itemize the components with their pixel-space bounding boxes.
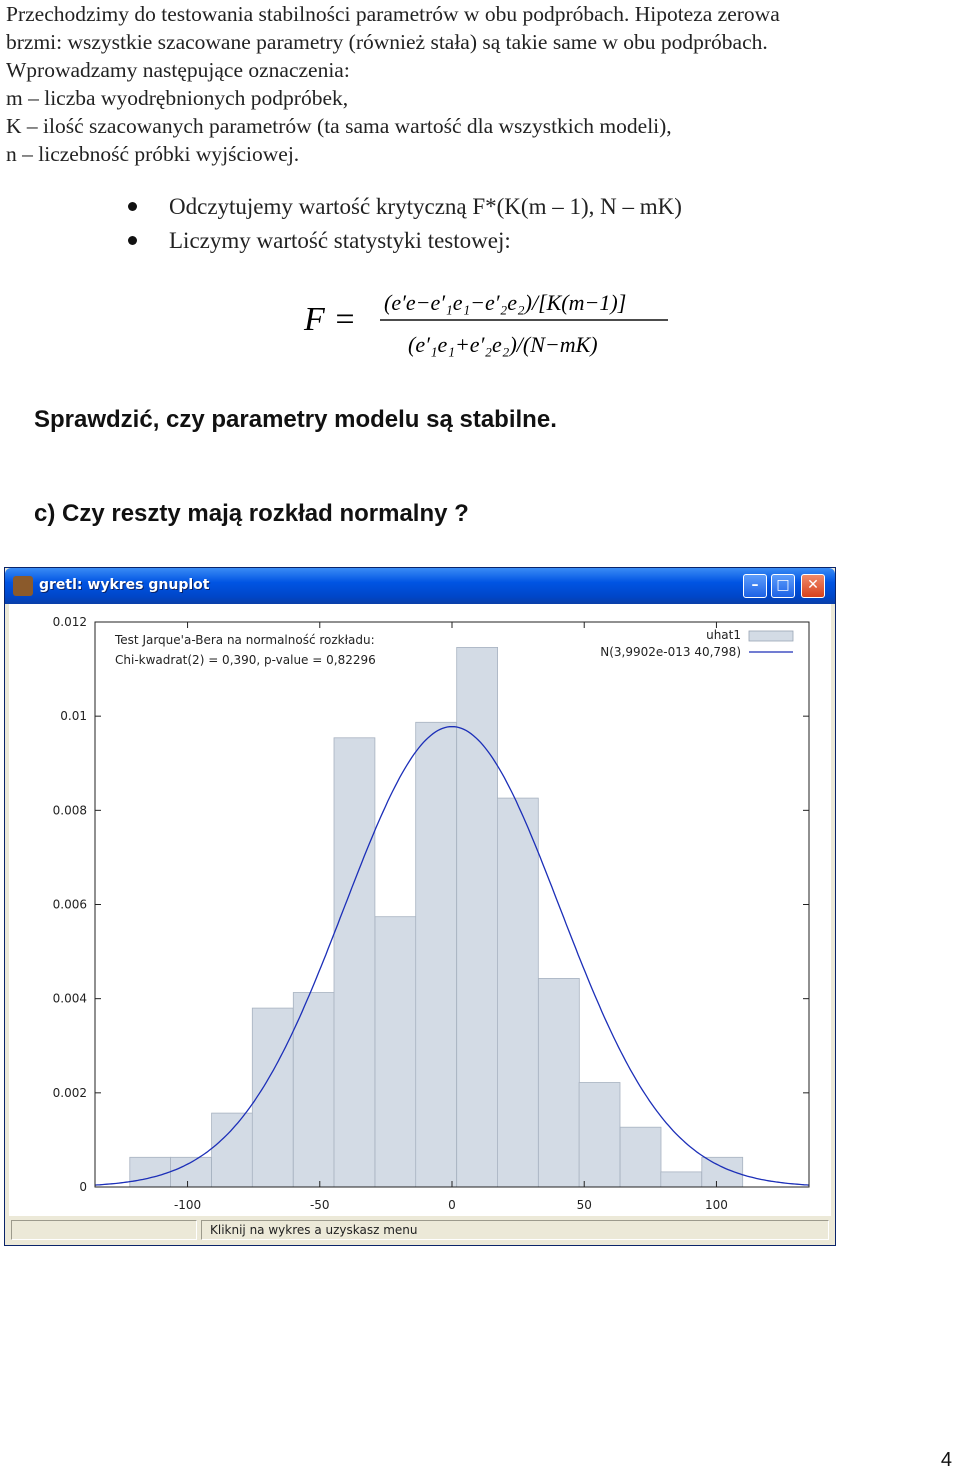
y-tick-label: 0 (79, 1180, 87, 1194)
x-tick-label: -100 (173, 1198, 202, 1212)
y-tick-label: 0.006 (52, 897, 87, 912)
instruction-heading: Sprawdzić, czy parametry modelu są stabilne. (34, 406, 557, 433)
bullet-text: Odczytujemy wartość krytyczną F*(K(m – 1), N – mK) (169, 194, 682, 219)
formula-numerator: (e′e−e′₁e₁−e′₂e₂)/[K(m−1)] (384, 290, 627, 315)
y-tick-label: 0.002 (52, 1085, 87, 1100)
text-line: m – liczba wyodrębnionych podpróbek, (6, 86, 349, 110)
x-tick-label: 100 (704, 1198, 728, 1212)
question-heading: c) Czy reszty mają rozkład normalny ? (34, 500, 469, 527)
close-icon: ✕ (807, 577, 819, 593)
histogram-bar-0 (130, 1157, 171, 1187)
window-titlebar[interactable] (5, 568, 835, 604)
annotation-test-name: Test Jarque'a-Bera na normalność rozkładu: (115, 633, 375, 647)
page-number: 4 (940, 1449, 952, 1471)
histogram-bar-5 (334, 738, 375, 1187)
histogram-chart[interactable] (9, 604, 831, 1216)
formula-denominator: (e′₁e₁+e′₂e₂)/(N−mK) (408, 332, 598, 357)
histogram-bar-4 (293, 993, 334, 1188)
text-line: Wprowadzamy następujące oznaczenia: (6, 58, 350, 82)
histogram-bar-3 (252, 1008, 293, 1187)
legend-label-histogram: uhat1 (706, 628, 741, 642)
histogram-bar-6 (375, 917, 416, 1187)
maximize-icon: □ (776, 577, 790, 593)
histogram-bar-11 (579, 1083, 620, 1188)
text-line: n – liczebność próbki wyjściowej. (6, 142, 300, 166)
histogram-bar-9 (497, 798, 538, 1187)
bullet-text: Liczymy wartość statystyki testowej: (169, 228, 511, 253)
minimize-icon: – (751, 577, 759, 593)
x-tick-label: -50 (309, 1198, 330, 1212)
bar-group (130, 647, 743, 1187)
maximize-button[interactable] (771, 574, 795, 598)
histogram-bar-12 (620, 1127, 661, 1187)
status-bar (9, 1218, 831, 1242)
y-tick-label: 0.004 (52, 991, 87, 1006)
legend-label-normal: N(3,9902e-013 40,798) (600, 645, 741, 659)
annotation-test-stat: Chi-kwadrat(2) = 0,390, p-value = 0,82296 (115, 653, 376, 667)
text-line: Przechodzimy do testowania stabilności parametrów w obu podpróbach. Hipoteza zerowa (6, 2, 780, 26)
bullet-icon (128, 236, 137, 245)
histogram-bar-2 (212, 1113, 253, 1187)
plot-area[interactable] (9, 604, 831, 1216)
formula (300, 282, 680, 366)
legend-swatch-histogram (749, 631, 793, 641)
gnuplot-window (4, 567, 836, 1246)
x-tick-label: 0 (448, 1198, 456, 1212)
status-left-panel (11, 1220, 197, 1240)
close-button[interactable] (801, 574, 825, 598)
text-line: K – ilość szacowanych parametrów (ta sama wartość dla wszystkich modeli), (6, 114, 672, 138)
text-line: brzmi: wszystkie szacowane parametry (również stała) są takie same w obu podpróbach. (6, 30, 768, 54)
bullet-icon (128, 202, 137, 211)
histogram-bar-10 (538, 978, 579, 1187)
bullet-item (128, 228, 511, 254)
y-tick-label: 0.01 (60, 709, 87, 724)
status-message: Kliknij na wykres a uzyskasz menu (201, 1220, 829, 1240)
x-tick-label: 50 (576, 1198, 592, 1212)
y-tick-label: 0.012 (52, 615, 87, 629)
minimize-button[interactable] (743, 574, 767, 598)
gretl-app-icon (13, 576, 33, 596)
bullet-item (128, 194, 682, 220)
formula-lhs: F = (304, 301, 357, 338)
y-tick-label: 0.008 (52, 803, 87, 818)
window-title: gretl: wykres gnuplot (39, 577, 210, 593)
histogram-bar-13 (661, 1172, 702, 1187)
histogram-bar-7 (416, 722, 457, 1187)
